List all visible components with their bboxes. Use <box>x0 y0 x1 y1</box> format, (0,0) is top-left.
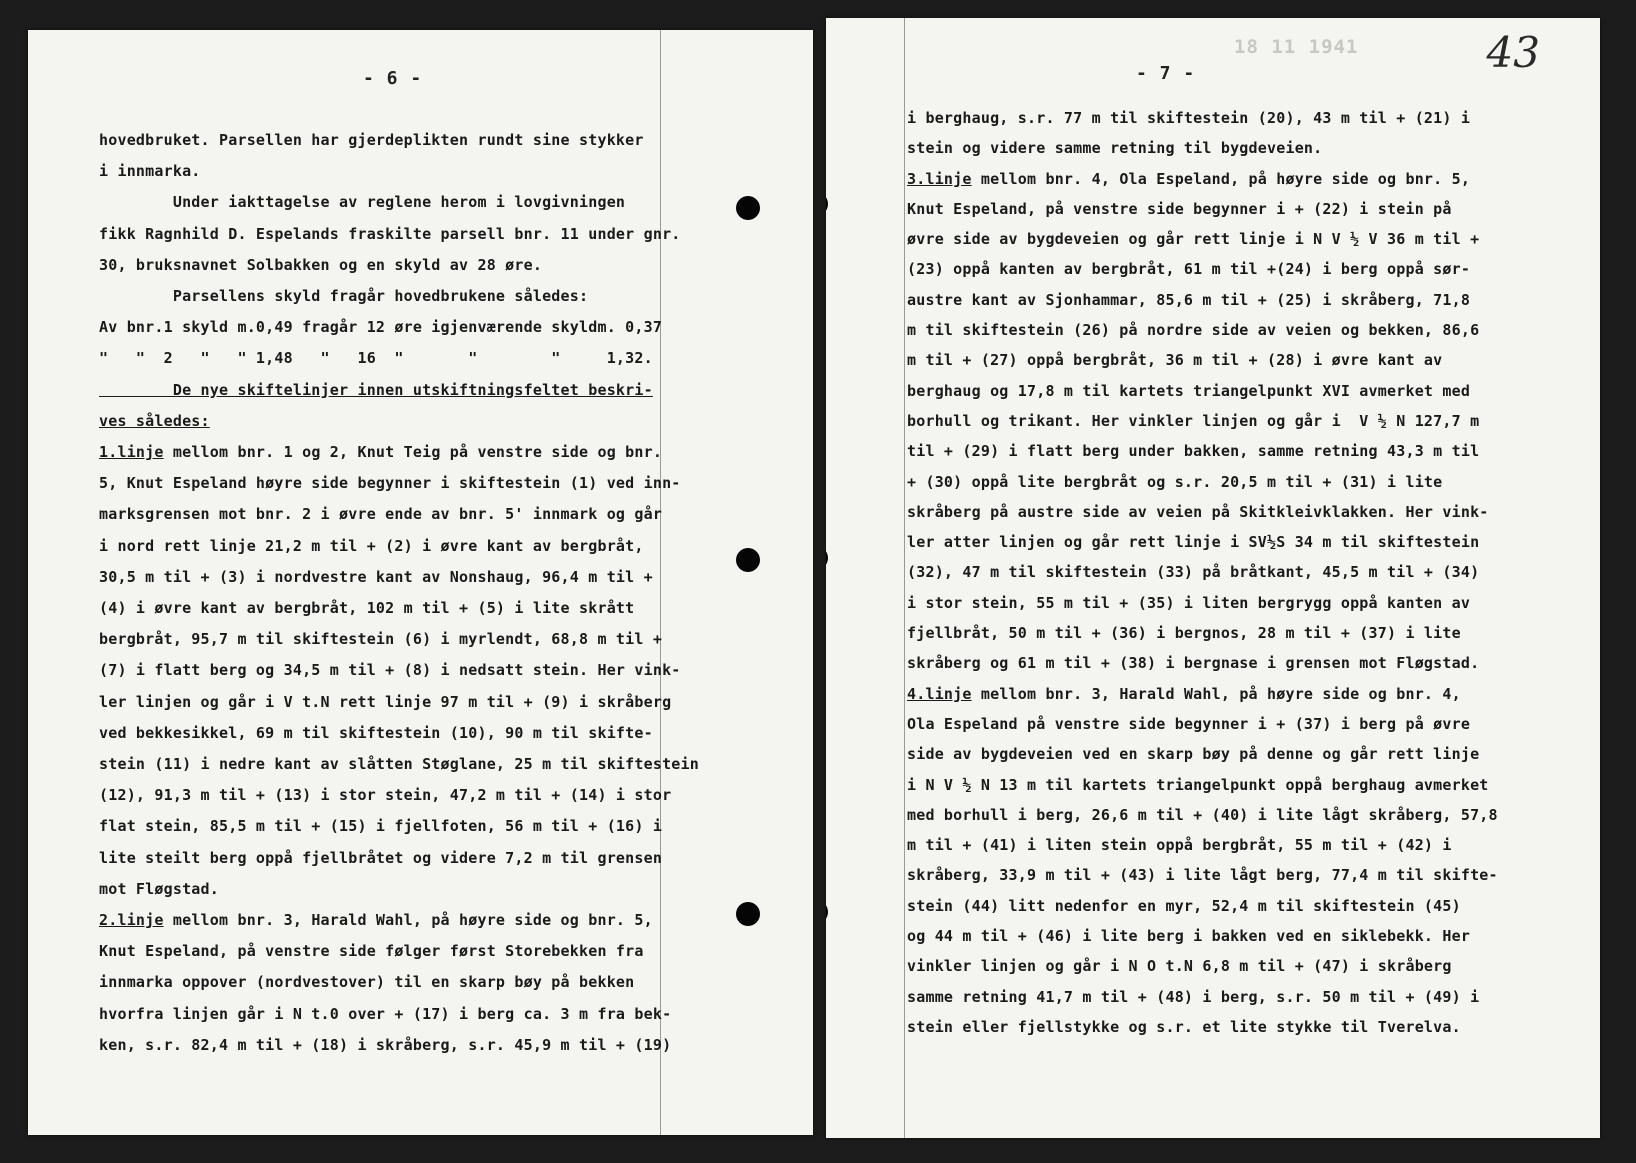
text-line: (7) i flatt berg og 34,5 m til + (8) i nedsatt stein. Her vink- <box>99 661 681 680</box>
text-line: 30,5 m til + (3) i nordvestre kant av Nonshaug, 96,4 m til + <box>99 567 653 586</box>
text-line: marksgrensen mot bnr. 2 i øvre ende av bnr. 5' innmark og går <box>99 505 663 524</box>
text-line: i innmarka. <box>99 162 201 181</box>
text-line: ler atter linjen og går rett linje i SV½S 34 m til skiftestein <box>907 533 1480 552</box>
text-line: " " 2 " " 1,48 " 16 " " " 1,32. <box>99 349 653 368</box>
text-line: skråberg og 61 m til + (38) i bergnase i grensen mot Fløgstad. <box>907 654 1480 673</box>
text-line: med borhull i berg, 26,6 m til + (40) i lite lågt skråberg, 57,8 <box>907 805 1498 824</box>
text-line: berghaug og 17,8 m til kartets triangelpunkt XVI avmerket med <box>907 381 1471 400</box>
text-line: De nye skiftelinjer innen utskiftningsfeltet beskri- <box>99 380 653 399</box>
text-line: bergbråt, 95,7 m til skiftestein (6) i myrlendt, 68,8 m til + <box>99 630 663 649</box>
text-line: m til skiftestein (26) på nordre side av veien og bekken, 86,6 <box>907 321 1480 340</box>
text-line: Under iakttagelse av reglene herom i lovgivningen <box>99 193 626 212</box>
text-line: ken, s.r. 82,4 m til + (18) i skråberg, s.r. 45,9 m til + (19) <box>99 1035 672 1054</box>
left-page <box>28 30 813 1135</box>
right-page-text <box>907 103 1577 1042</box>
text-line: fikk Ragnhild D. Espelands fraskilte parsell bnr. 11 under gnr. <box>99 224 681 243</box>
text-line: stein (11) i nedre kant av slåtten Støglane, 25 m til skiftestein <box>99 755 699 774</box>
left-page-text <box>99 125 799 1061</box>
text-line: ler linjen og går i V t.N rett linje 97 m til + (9) i skråberg <box>99 692 672 711</box>
text-line: + (30) oppå lite bergbråt og s.r. 20,5 m til + (31) i lite <box>907 472 1443 491</box>
folio-number: 43 <box>1486 28 1540 77</box>
text-line: samme retning 41,7 m til + (48) i berg, s.r. 50 m til + (49) i <box>907 987 1480 1006</box>
text-line: skråberg, 33,9 m til + (43) i lite lågt berg, 77,4 m til skifte- <box>907 866 1498 885</box>
text-line: Ola Espeland på venstre side begynner i + (37) i berg på øvre <box>907 714 1471 733</box>
binder-hole <box>736 902 760 926</box>
binder-hole <box>826 546 828 570</box>
page-number-left: - 6 - <box>363 68 423 89</box>
page-margin-line <box>904 18 905 1138</box>
text-line: innmarka oppover (nordvestover) til en skarp bøy på bekken <box>99 973 635 992</box>
page-number-right: - 7 - <box>1136 63 1196 84</box>
text-line: ved bekkesikkel, 69 m til skiftestein (10), 90 m til skifte- <box>99 723 653 742</box>
text-line: flat stein, 85,5 m til + (15) i fjellfoten, 56 m til + (16) i <box>99 817 663 836</box>
text-line: 2.linje mellom bnr. 3, Harald Wahl, på høyre side og bnr. 5, <box>99 911 653 930</box>
text-line: stein og videre samme retning til bygdeveien. <box>907 139 1323 158</box>
text-line: Av bnr.1 skyld m.0,49 fragår 12 øre igjenværende skyldm. 0,37 <box>99 318 663 337</box>
right-page <box>826 18 1600 1138</box>
text-line: (12), 91,3 m til + (13) i stor stein, 47,2 m til + (14) i stor <box>99 786 672 805</box>
text-line: austre kant av Sjonhammar, 85,6 m til + (25) i skråberg, 71,8 <box>907 290 1471 309</box>
text-line: (23) oppå kanten av bergbråt, 61 m til +(24) i berg oppå sør- <box>907 260 1471 279</box>
text-line: i stor stein, 55 m til + (35) i liten bergrygg oppå kanten av <box>907 593 1471 612</box>
text-line: 4.linje mellom bnr. 3, Harald Wahl, på høyre side og bnr. 4, <box>907 684 1461 703</box>
text-line: hvorfra linjen går i N t.0 over + (17) i berg ca. 3 m fra bek- <box>99 1004 672 1023</box>
date-stamp: 18 11 1941 <box>1234 36 1359 58</box>
text-line: m til + (27) oppå bergbråt, 36 m til + (28) i øvre kant av <box>907 351 1443 370</box>
text-line: Knut Espeland, på venstre side følger først Storebekken fra <box>99 942 644 961</box>
text-line: vinkler linjen og går i N O t.N 6,8 m til + (47) i skråberg <box>907 957 1452 976</box>
text-line: i berghaug, s.r. 77 m til skiftestein (20), 43 m til + (21) i <box>907 109 1471 127</box>
text-line: mot Fløgstad. <box>99 879 219 898</box>
text-line: Knut Espeland, på venstre side begynner i + (22) i stein på <box>907 199 1452 218</box>
text-line: (32), 47 m til skiftestein (33) på bråtkant, 45,5 m til + (34) <box>907 563 1480 582</box>
text-line: i nord rett linje 21,2 m til + (2) i øvre kant av bergbråt, <box>99 536 644 555</box>
text-line: (4) i øvre kant av bergbråt, 102 m til + (5) i lite skrått <box>99 599 635 618</box>
binder-hole <box>736 548 760 572</box>
text-line: lite steilt berg oppå fjellbråtet og videre 7,2 m til grensen <box>99 848 663 867</box>
text-line: borhull og trikant. Her vinkler linjen og går i V ½ N 127,7 m <box>907 411 1480 430</box>
text-line: stein eller fjellstykke og s.r. et lite stykke til Tverelva. <box>907 1017 1461 1036</box>
text-line: hovedbruket. Parsellen har gjerdeplikten rundt sine stykker <box>99 131 644 149</box>
text-line: 5, Knut Espeland høyre side begynner i skiftestein (1) ved inn- <box>99 474 681 493</box>
text-line: skråberg på austre side av veien på Skitkleivklakken. Her vink- <box>907 502 1489 521</box>
text-line: og 44 m til + (46) i lite berg i bakken ved en siklebekk. Her <box>907 927 1471 946</box>
text-line: øvre side av bygdeveien og går rett linje i N V ½ V 36 m til + <box>907 230 1480 249</box>
text-line: i N V ½ N 13 m til kartets triangelpunkt oppå berghaug avmerket <box>907 775 1489 794</box>
text-line: 30, bruksnavnet Solbakken og en skyld av 28 øre. <box>99 255 543 274</box>
text-line: ves således: <box>99 411 210 430</box>
text-line: 1.linje mellom bnr. 1 og 2, Knut Teig på venstre side og bnr. <box>99 443 663 462</box>
text-line: fjellbråt, 50 m til + (36) i bergnos, 28 m til + (37) i lite <box>907 624 1461 643</box>
text-line: til + (29) i flatt berg under bakken, samme retning 43,3 m til <box>907 442 1480 461</box>
binder-hole <box>826 900 828 924</box>
text-line: m til + (41) i liten stein oppå bergbråt, 55 m til + (42) i <box>907 836 1452 855</box>
text-line: side av bygdeveien ved en skarp bøy på denne og går rett linje <box>907 745 1480 764</box>
text-line: stein (44) litt nedenfor en myr, 52,4 m til skiftestein (45) <box>907 896 1461 915</box>
binder-hole <box>826 192 828 216</box>
binder-hole <box>736 196 760 220</box>
text-line: Parsellens skyld fragår hovedbrukene således: <box>99 287 589 306</box>
text-line: 3.linje mellom bnr. 4, Ola Espeland, på høyre side og bnr. 5, <box>907 169 1471 188</box>
